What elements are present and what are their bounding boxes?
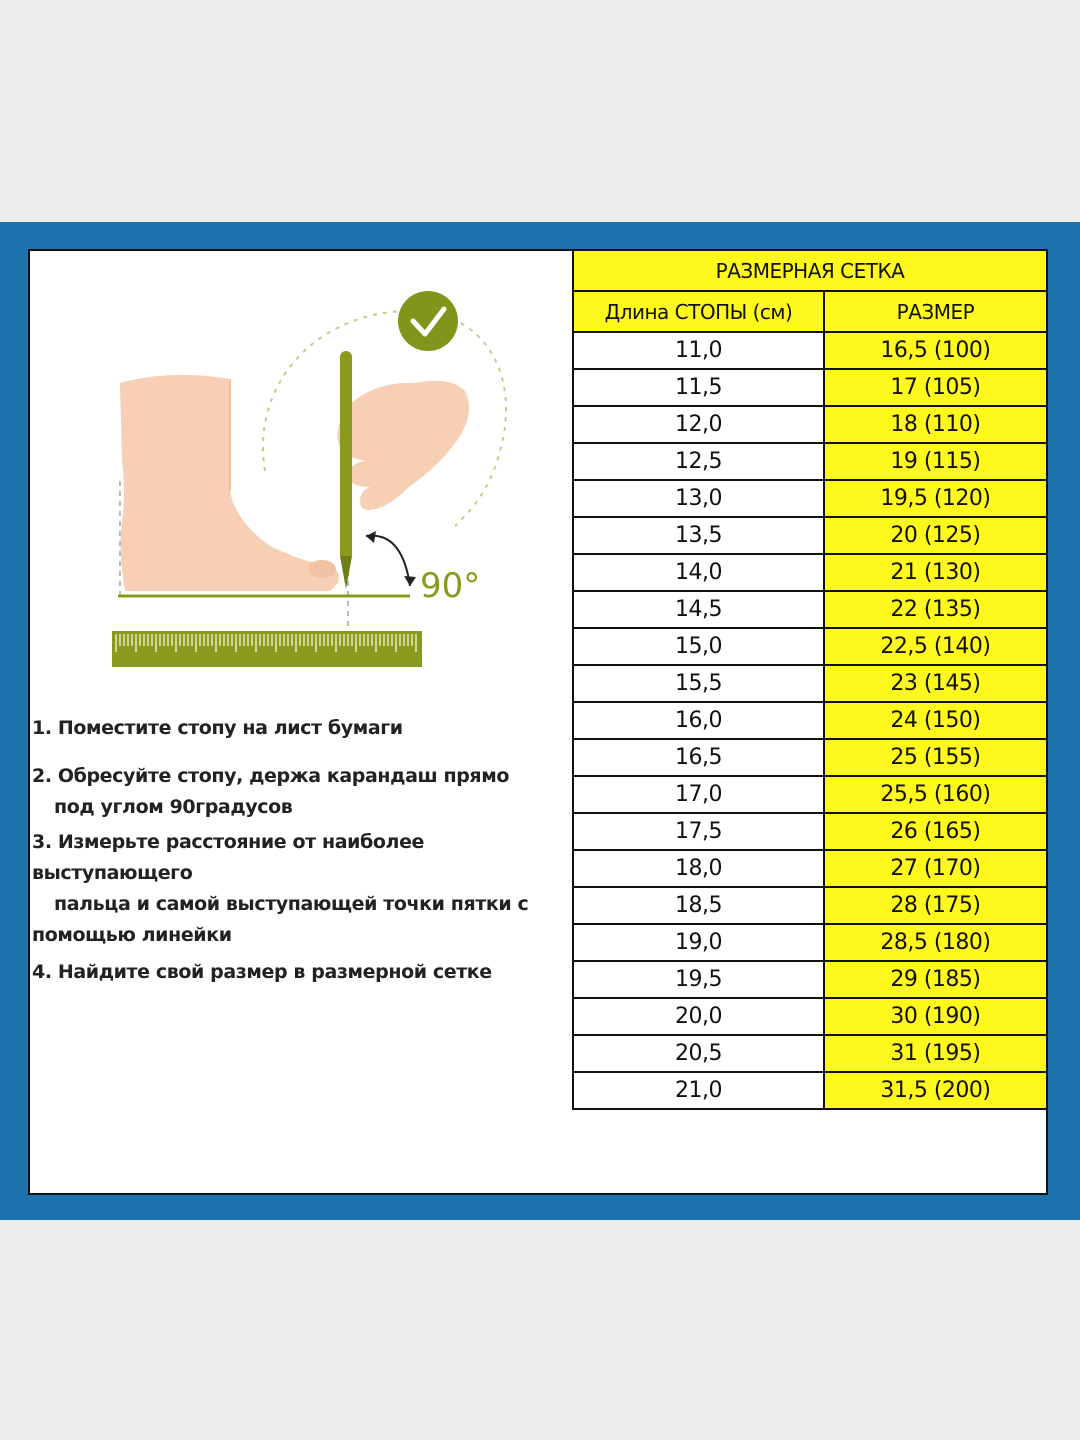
foot-length-cell: 15,5 <box>573 665 824 702</box>
shoe-size-cell: 22,5 (140) <box>824 628 1047 665</box>
table-row <box>573 369 1047 406</box>
table-row <box>573 739 1047 776</box>
foot-length-cell: 18,5 <box>573 887 824 924</box>
instruction-step-2-line-1: 2. Обресуйте стопу, держа карандаш прямо <box>32 765 510 787</box>
foot-length-cell: 15,0 <box>573 628 824 665</box>
measurement-illustration <box>30 251 572 691</box>
measurement-guide <box>30 251 572 1193</box>
foot-length-cell: 14,0 <box>573 554 824 591</box>
instruction-step-3-line-2: пальца и самой выступающей точки пятки с <box>54 893 529 915</box>
shoe-size-cell: 24 (150) <box>824 702 1047 739</box>
instruction-step-2-line-2: под углом 90градусов <box>54 796 293 818</box>
table-row <box>573 702 1047 739</box>
column-header-length: Длина СТОПЫ (см) <box>573 291 824 332</box>
foot-length-cell: 17,0 <box>573 776 824 813</box>
table-title-row <box>573 250 1047 291</box>
table-row <box>573 961 1047 998</box>
shoe-size-cell: 31,5 (200) <box>824 1072 1047 1109</box>
table-row <box>573 443 1047 480</box>
table-row <box>573 813 1047 850</box>
foot-length-cell: 16,5 <box>573 739 824 776</box>
table-row <box>573 332 1047 369</box>
foot-length-cell: 20,5 <box>573 1035 824 1072</box>
instruction-step-4: 4. Найдите свой размер в размерной сетке <box>32 961 492 983</box>
shoe-size-cell: 26 (165) <box>824 813 1047 850</box>
foot-length-cell: 17,5 <box>573 813 824 850</box>
table-row <box>573 517 1047 554</box>
foot-length-cell: 19,5 <box>573 961 824 998</box>
foot-length-cell: 16,0 <box>573 702 824 739</box>
foot-length-cell: 20,0 <box>573 998 824 1035</box>
shoe-size-cell: 28,5 (180) <box>824 924 1047 961</box>
foot-length-cell: 13,0 <box>573 480 824 517</box>
angle-label: 90° <box>420 566 481 606</box>
table-row <box>573 998 1047 1035</box>
shoe-size-cell: 19 (115) <box>824 443 1047 480</box>
table-row <box>573 1035 1047 1072</box>
instruction-step-3-line-3: помощью линейки <box>32 924 232 946</box>
instruction-step-2 <box>32 761 509 823</box>
shoe-size-cell: 31 (195) <box>824 1035 1047 1072</box>
shoe-size-cell: 17 (105) <box>824 369 1047 406</box>
table-row <box>573 850 1047 887</box>
shoe-size-cell: 28 (175) <box>824 887 1047 924</box>
hand-icon <box>337 381 469 510</box>
shoe-size-cell: 20 (125) <box>824 517 1047 554</box>
shoe-size-cell: 19,5 (120) <box>824 480 1047 517</box>
instruction-step-3 <box>32 827 572 951</box>
foot-length-cell: 12,5 <box>573 443 824 480</box>
pencil-icon <box>340 351 352 589</box>
shoe-size-cell: 27 (170) <box>824 850 1047 887</box>
shoe-size-cell: 22 (135) <box>824 591 1047 628</box>
checkmark-icon <box>398 291 458 351</box>
shoe-size-cell: 18 (110) <box>824 406 1047 443</box>
shoe-size-cell: 23 (145) <box>824 665 1047 702</box>
table-row <box>573 480 1047 517</box>
foot-length-cell: 13,5 <box>573 517 824 554</box>
foot-length-cell: 14,5 <box>573 591 824 628</box>
column-header-size: РАЗМЕР <box>824 291 1047 332</box>
foot-length-cell: 11,5 <box>573 369 824 406</box>
table-row <box>573 628 1047 665</box>
table-title: РАЗМЕРНАЯ СЕТКА <box>573 250 1047 291</box>
shoe-size-cell: 29 (185) <box>824 961 1047 998</box>
size-chart-table <box>572 249 1048 1110</box>
instruction-step-1: 1. Поместите стопу на лист бумаги <box>32 717 403 739</box>
table-row <box>573 406 1047 443</box>
shoe-size-cell: 25,5 (160) <box>824 776 1047 813</box>
foot-length-cell: 19,0 <box>573 924 824 961</box>
shoe-size-cell: 21 (130) <box>824 554 1047 591</box>
table-header-row <box>573 291 1047 332</box>
table-row <box>573 887 1047 924</box>
ruler-icon <box>112 631 422 667</box>
foot-length-cell: 21,0 <box>573 1072 824 1109</box>
foot-length-cell: 18,0 <box>573 850 824 887</box>
foot-length-cell: 11,0 <box>573 332 824 369</box>
shoe-size-cell: 16,5 (100) <box>824 332 1047 369</box>
table-row <box>573 1072 1047 1109</box>
shoe-size-cell: 25 (155) <box>824 739 1047 776</box>
angle-arrow <box>366 536 410 586</box>
shoe-size-cell: 30 (190) <box>824 998 1047 1035</box>
table-row <box>573 554 1047 591</box>
table-row <box>573 591 1047 628</box>
foot-length-cell: 12,0 <box>573 406 824 443</box>
instruction-step-3-line-1: 3. Измерьте расстояние от наиболее выступающего <box>32 831 425 884</box>
table-row <box>573 776 1047 813</box>
table-row <box>573 924 1047 961</box>
table-row <box>573 665 1047 702</box>
